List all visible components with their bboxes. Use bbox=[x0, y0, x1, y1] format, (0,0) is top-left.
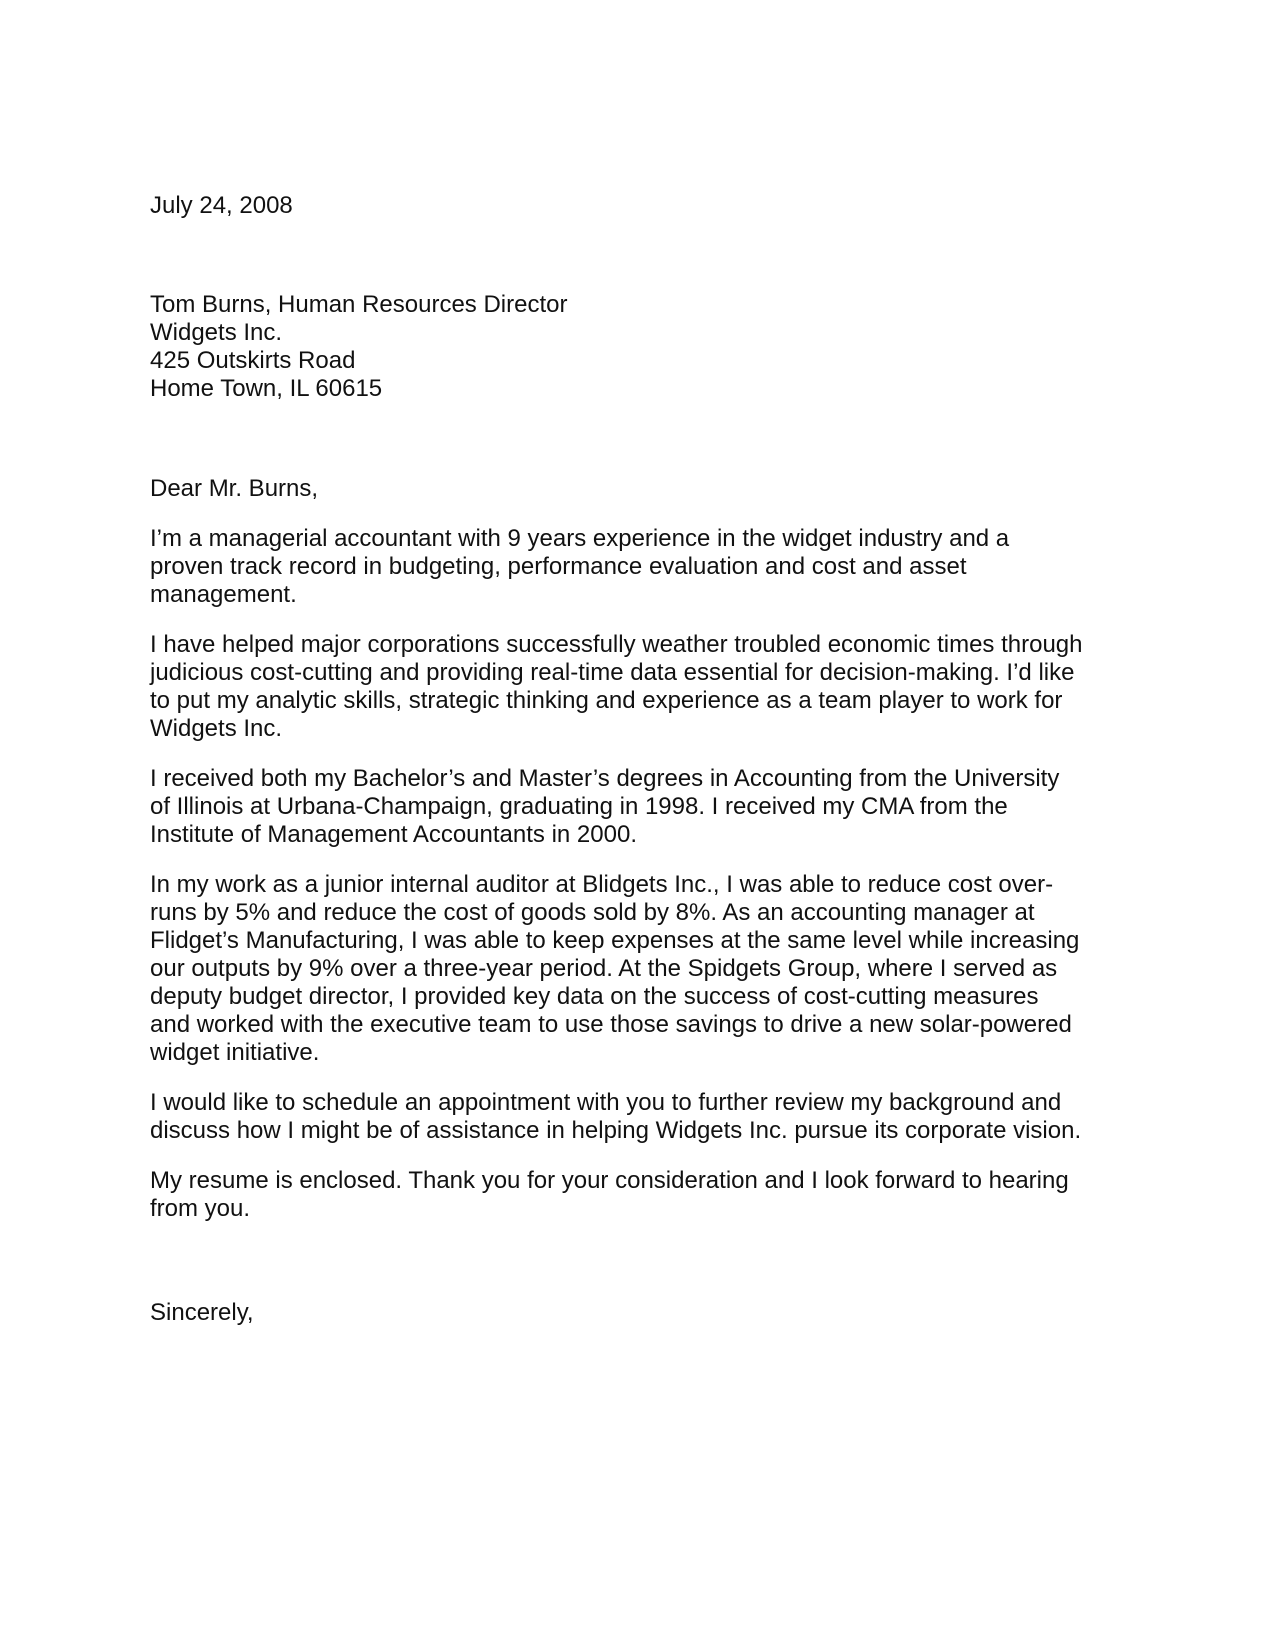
paragraph-line: I have helped major corporations successfully weather troubled economic times through bbox=[150, 631, 1083, 658]
paragraph-line: our outputs by 9% over a three-year period. At the Spidgets Group, where I served as bbox=[150, 955, 1058, 982]
body-paragraph-2 bbox=[150, 631, 1150, 743]
paragraph-line: I received both my Bachelor’s and Master’s degrees in Accounting from the University bbox=[150, 765, 1060, 792]
paragraph-line: discuss how I might be of assistance in helping Widgets Inc. pursue its corporate vision. bbox=[150, 1117, 1082, 1144]
closing: Sincerely, bbox=[150, 1299, 254, 1326]
paragraph-line: I would like to schedule an appointment with you to further review my background and bbox=[150, 1089, 1062, 1116]
recipient-name-title: Tom Burns, Human Resources Director bbox=[150, 291, 568, 318]
paragraph-line: of Illinois at Urbana-Champaign, graduating in 1998. I received my CMA from the bbox=[150, 793, 1008, 820]
letter-date: July 24, 2008 bbox=[150, 192, 293, 219]
paragraph-line: runs by 5% and reduce the cost of goods sold by 8%. As an accounting manager at bbox=[150, 899, 1035, 926]
paragraph-line: to put my analytic skills, strategic thinking and experience as a team player to work for bbox=[150, 687, 1063, 714]
paragraph-line: widget initiative. bbox=[150, 1039, 320, 1066]
body-paragraph-1 bbox=[150, 525, 1150, 609]
paragraph-line: Widgets Inc. bbox=[150, 715, 283, 742]
body-paragraph-4 bbox=[150, 871, 1150, 1067]
paragraph-line: I’m a managerial accountant with 9 years experience in the widget industry and a bbox=[150, 525, 1010, 552]
body-paragraph-3 bbox=[150, 765, 1150, 849]
body-paragraph-5 bbox=[150, 1089, 1150, 1145]
paragraph-line: from you. bbox=[150, 1195, 251, 1222]
recipient-company: Widgets Inc. bbox=[150, 319, 283, 346]
paragraph-line: proven track record in budgeting, performance evaluation and cost and asset bbox=[150, 553, 967, 580]
paragraph-line: Flidget’s Manufacturing, I was able to keep expenses at the same level while increasing bbox=[150, 927, 1080, 954]
body-paragraph-6 bbox=[150, 1167, 1150, 1223]
paragraph-line: and worked with the executive team to use those savings to drive a new solar-powered bbox=[150, 1011, 1072, 1038]
paragraph-line: deputy budget director, I provided key data on the success of cost-cutting measures bbox=[150, 983, 1039, 1010]
paragraph-line: management. bbox=[150, 581, 297, 608]
recipient-street: 425 Outskirts Road bbox=[150, 347, 356, 374]
paragraph-line: Institute of Management Accountants in 2000. bbox=[150, 821, 637, 848]
paragraph-line: In my work as a junior internal auditor at Blidgets Inc., I was able to reduce cost over- bbox=[150, 871, 1054, 898]
recipient-city-state-zip: Home Town, IL 60615 bbox=[150, 375, 383, 402]
paragraph-line: My resume is enclosed. Thank you for your consideration and I look forward to hearing bbox=[150, 1167, 1069, 1194]
salutation: Dear Mr. Burns, bbox=[150, 475, 319, 502]
paragraph-line: judicious cost-cutting and providing real-time data essential for decision-making. I’d like bbox=[150, 659, 1075, 686]
